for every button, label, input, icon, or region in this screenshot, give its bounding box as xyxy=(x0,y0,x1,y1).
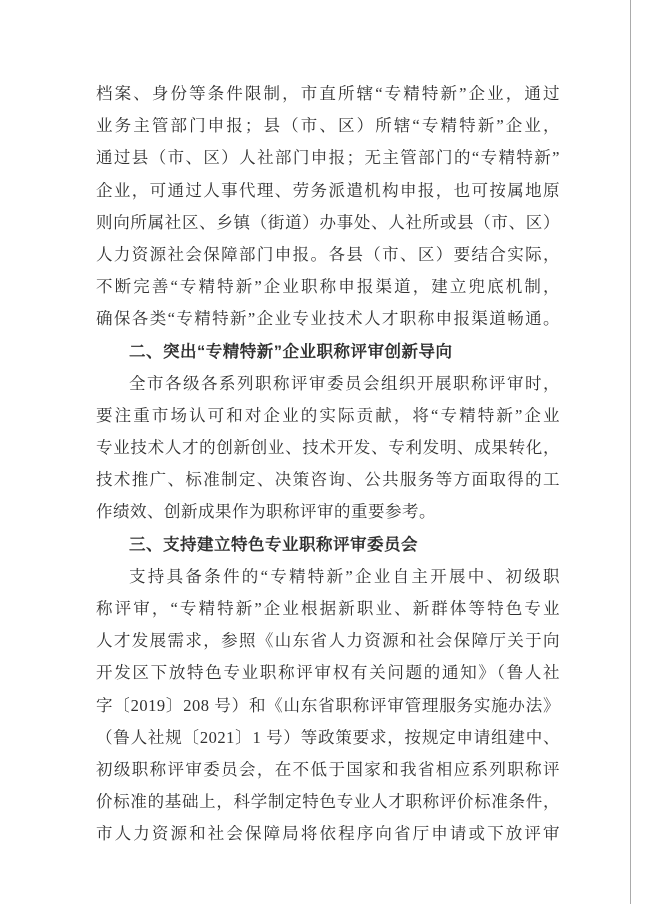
heading-line: 二、突出“专精特新”企业职称评审创新导向 xyxy=(129,342,453,361)
text-line: 人才发展需求，参照《山东省人力资源和社会保障厅关于向 xyxy=(96,631,560,651)
text-line: 企业，可通过人事代理、劳务派遣机构申报，也可按属地原 xyxy=(96,180,560,200)
text-line: 则向所属社区、乡镇（街道）办事处、人社所或县（市、区） xyxy=(96,212,560,232)
text-line: 技术推广、标准制定、决策咨询、公共服务等方面取得的工 xyxy=(96,470,560,490)
text-line: 业务主管部门申报；县（市、区）所辖“专精特新”企业， xyxy=(96,116,560,136)
text-line: 初级职称评审委员会，在不低于国家和我省相应系列职称评 xyxy=(96,759,560,779)
text-line: 专业技术人才的创新创业、技术开发、专利发明、成果转化， xyxy=(96,438,560,458)
text-line: 人力资源社会保障部门申报。各县（市、区）要结合实际， xyxy=(96,244,560,264)
text-line: 市人力资源和社会保障局将依程序向省厅申请或下放评审 xyxy=(96,824,560,844)
text-line: （鲁人社规〔2021〕1 号）等政策要求，按规定申请组建中、 xyxy=(96,727,560,747)
text-line: 价标准的基础上，科学制定特色专业人才职称评价标准条件， xyxy=(96,792,560,812)
heading-line: 三、支持建立特色专业职称评审委员会 xyxy=(129,535,418,554)
text-line: 不断完善“专精特新”企业职称申报渠道，建立兜底机制， xyxy=(96,277,560,297)
text-line: 档案、身份等条件限制，市直所辖“专精特新”企业，通过 xyxy=(96,84,560,103)
text-line: 通过县（市、区）人社部门申报；无主管部门的“专精特新” xyxy=(96,148,560,168)
text-line: 称评审，“专精特新”企业根据新职业、新群体等特色专业 xyxy=(96,599,560,618)
text-line: 开发区下放特色专业职称评审权有关问题的通知》（鲁人社 xyxy=(96,663,560,683)
text-line: 作绩效、创新成果作为职称评审的重要参考。 xyxy=(96,502,436,522)
scan-edge-line xyxy=(630,0,631,904)
text-line: 确保各类“专精特新”企业专业技术人才职称申报渠道畅通。 xyxy=(96,309,560,329)
text-line: 全市各级各系列职称评审委员会组织开展职称评审时， xyxy=(129,373,560,393)
text-line: 要注重市场认可和对企业的实际贡献，将“专精特新”企业 xyxy=(96,405,560,425)
text-line: 支持具备条件的“专精特新”企业自主开展中、初级职 xyxy=(129,566,560,586)
document-body xyxy=(96,78,560,851)
text-line: 字〔2019〕208 号）和《山东省职称评审管理服务实施办法》 xyxy=(96,695,560,715)
